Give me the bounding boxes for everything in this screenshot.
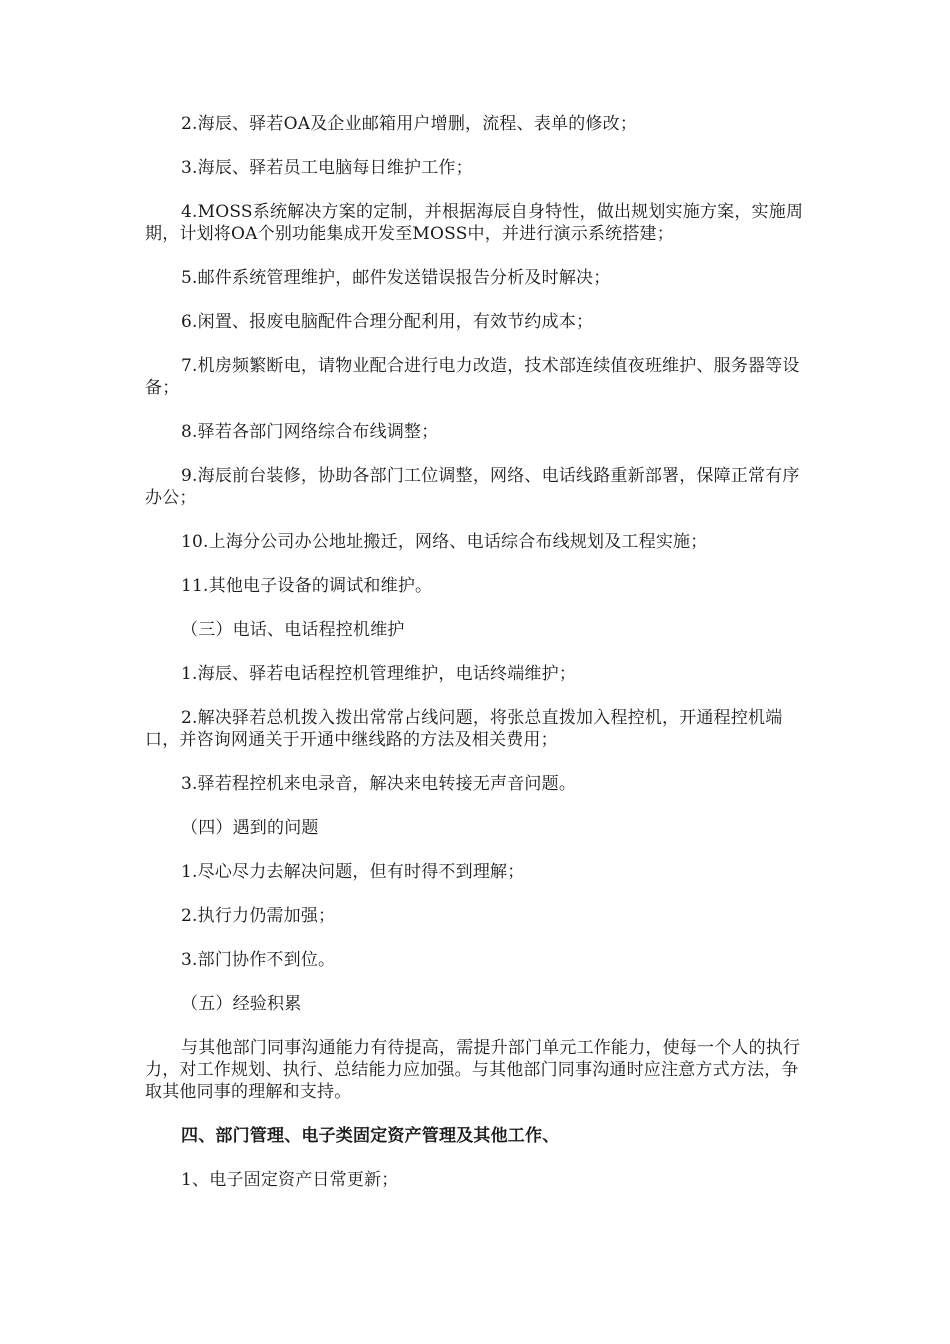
paragraph-item-2: 2.海辰、驿若OA及企业邮箱用户增删，流程、表单的修改； [181, 114, 638, 134]
paragraph-item-4: 4.MOSS系统解决方案的定制，并根据海辰自身特性，做出规划实施方案，实施周期，计划将OA个别功能集成开发至MOSS中，并进行演示系统搭建； [145, 202, 804, 244]
paragraph-asset-1: 1、电子固定资产日常更新； [181, 1170, 399, 1190]
paragraph-item-9: 9.海辰前台装修，协助各部门工位调整，网络、电话线路重新部署，保障正常有序办公； [145, 466, 800, 508]
section-heading-5: （五）经验积累 [181, 994, 302, 1014]
paragraph-problem-3: 3.部门协作不到位。 [181, 950, 336, 970]
document-page [145, 113, 805, 1213]
paragraph-item-8: 8.驿若各部门网络综合布线调整； [181, 422, 439, 442]
section-heading-4: （四）遇到的问题 [181, 818, 319, 838]
main-section-heading: 四、部门管理、电子类固定资产管理及其他工作、 [181, 1126, 560, 1146]
paragraph-problem-2: 2.执行力仍需加强； [181, 906, 336, 926]
paragraph-problem-1: 1.尽心尽力去解决问题，但有时得不到理解； [181, 862, 525, 882]
paragraph-phone-1: 1.海辰、驿若电话程控机管理维护，电话终端维护； [181, 664, 577, 684]
paragraph-experience: 与其他部门同事沟通能力有待提高，需提升部门单元工作能力，使每一个人的执行力，对工作规划、执行、总结能力应加强。与其他部门同事沟通时应注意方式方法，争取其他同事的理解和支持。 [145, 1038, 801, 1102]
paragraph-item-11: 11.其他电子设备的调试和维护。 [181, 576, 433, 596]
paragraph-item-6: 6.闲置、报废电脑配件合理分配利用，有效节约成本； [181, 312, 594, 332]
paragraph-item-7: 7.机房频繁断电，请物业配合进行电力改造，技术部连续值夜班维护、服务器等设备； [145, 356, 800, 398]
paragraph-item-5: 5.邮件系统管理维护，邮件发送错误报告分析及时解决； [181, 268, 611, 288]
section-heading-3: （三）电话、电话程控机维护 [181, 620, 405, 640]
paragraph-item-3: 3.海辰、驿若员工电脑每日维护工作； [181, 158, 473, 178]
paragraph-phone-3: 3.驿若程控机来电录音，解决来电转接无声音问题。 [181, 774, 577, 794]
paragraph-item-10: 10.上海分公司办公地址搬迁，网络、电话综合布线规划及工程实施； [181, 532, 708, 552]
paragraph-phone-2: 2.解决驿若总机拨入拨出常常占线问题，将张总直拨加入程控机，开通程控机端口，并咨询网通关于开通中继线路的方法及相关费用； [145, 708, 783, 750]
